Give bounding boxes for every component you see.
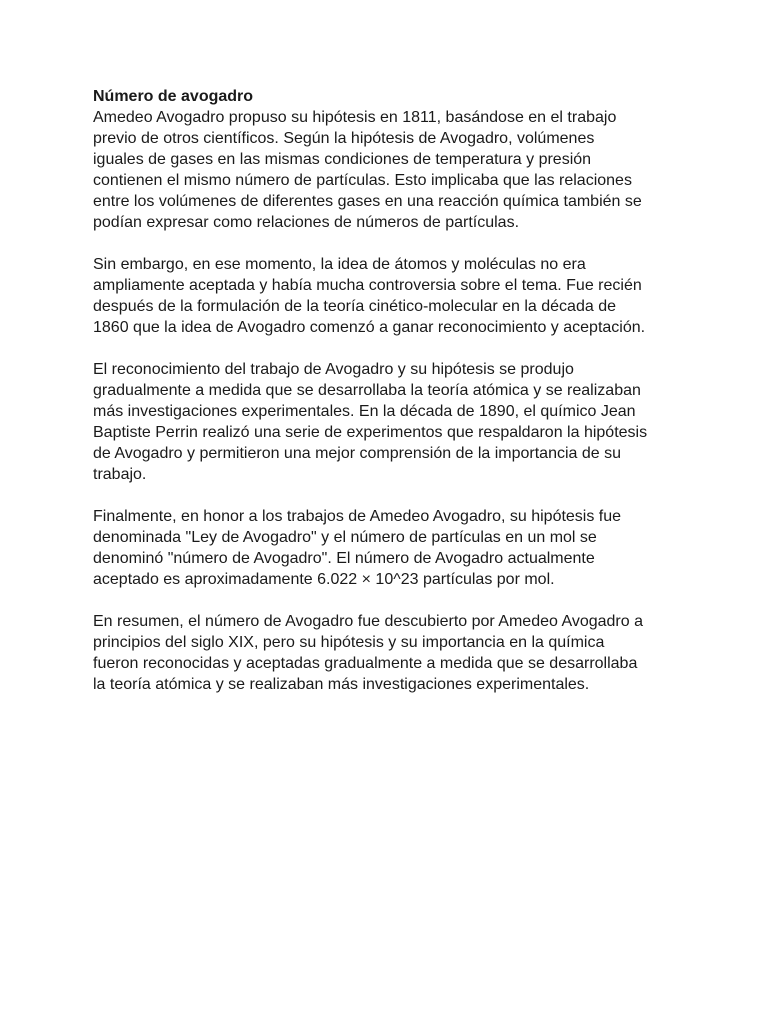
text-line: podían expresar como relaciones de números de partículas. [93, 214, 520, 231]
text-line: Finalmente, en honor a los trabajos de Amedeo Avogadro, su hipótesis fue [93, 508, 622, 525]
text-line: denominó "número de Avogadro". El número de Avogadro actualmente [93, 550, 595, 567]
text-line: 1860 que la idea de Avogadro comenzó a ganar reconocimiento y aceptación. [93, 319, 646, 336]
text-line: previo de otros científicos. Según la hipótesis de Avogadro, volúmenes [93, 130, 595, 147]
paragraph-4 [93, 506, 683, 590]
text-line: más investigaciones experimentales. En la década de 1890, el químico Jean [93, 403, 636, 420]
text-line: Amedeo Avogadro propuso su hipótesis en 1811, basándose en el trabajo [93, 109, 617, 126]
text-line: de Avogadro y permitieron una mejor comprensión de la importancia de su [93, 445, 621, 462]
paragraph-2 [93, 254, 683, 338]
document-body [93, 86, 683, 716]
text-line: ampliamente aceptada y había mucha controversia sobre el tema. Fue recién [93, 277, 642, 294]
text-line: entre los volúmenes de diferentes gases en una reacción química también se [93, 193, 642, 210]
text-line: denominada "Ley de Avogadro" y el número de partículas en un mol se [93, 529, 597, 546]
text-line: El reconocimiento del trabajo de Avogadro y su hipótesis se produjo [93, 361, 574, 378]
text-line: En resumen, el número de Avogadro fue descubierto por Amedeo Avogadro a [93, 613, 643, 630]
paragraph-3 [93, 359, 683, 485]
text-line: iguales de gases en las mismas condiciones de temperatura y presión [93, 151, 592, 168]
text-line: trabajo. [93, 466, 147, 483]
document-title: Número de avogadro [93, 88, 254, 105]
text-line: fueron reconocidas y aceptadas gradualmente a medida que se desarrollaba [93, 655, 638, 672]
text-line: Baptiste Perrin realizó una serie de experimentos que respaldaron la hipótesis [93, 424, 648, 441]
text-line: contienen el mismo número de partículas. Esto implicaba que las relaciones [93, 172, 632, 189]
text-line: principios del siglo XIX, pero su hipótesis y su importancia en la química [93, 634, 605, 651]
paragraph-5 [93, 611, 683, 695]
text-line: Sin embargo, en ese momento, la idea de átomos y moléculas no era [93, 256, 586, 273]
text-line: aceptado es aproximadamente 6.022 × 10^23 partículas por mol. [93, 571, 555, 588]
text-line: gradualmente a medida que se desarrollaba la teoría atómica y se realizaban [93, 382, 641, 399]
paragraph-1 [93, 107, 683, 233]
text-line: la teoría atómica y se realizaban más investigaciones experimentales. [93, 676, 590, 693]
text-line: después de la formulación de la teoría cinético-molecular en la década de [93, 298, 616, 315]
